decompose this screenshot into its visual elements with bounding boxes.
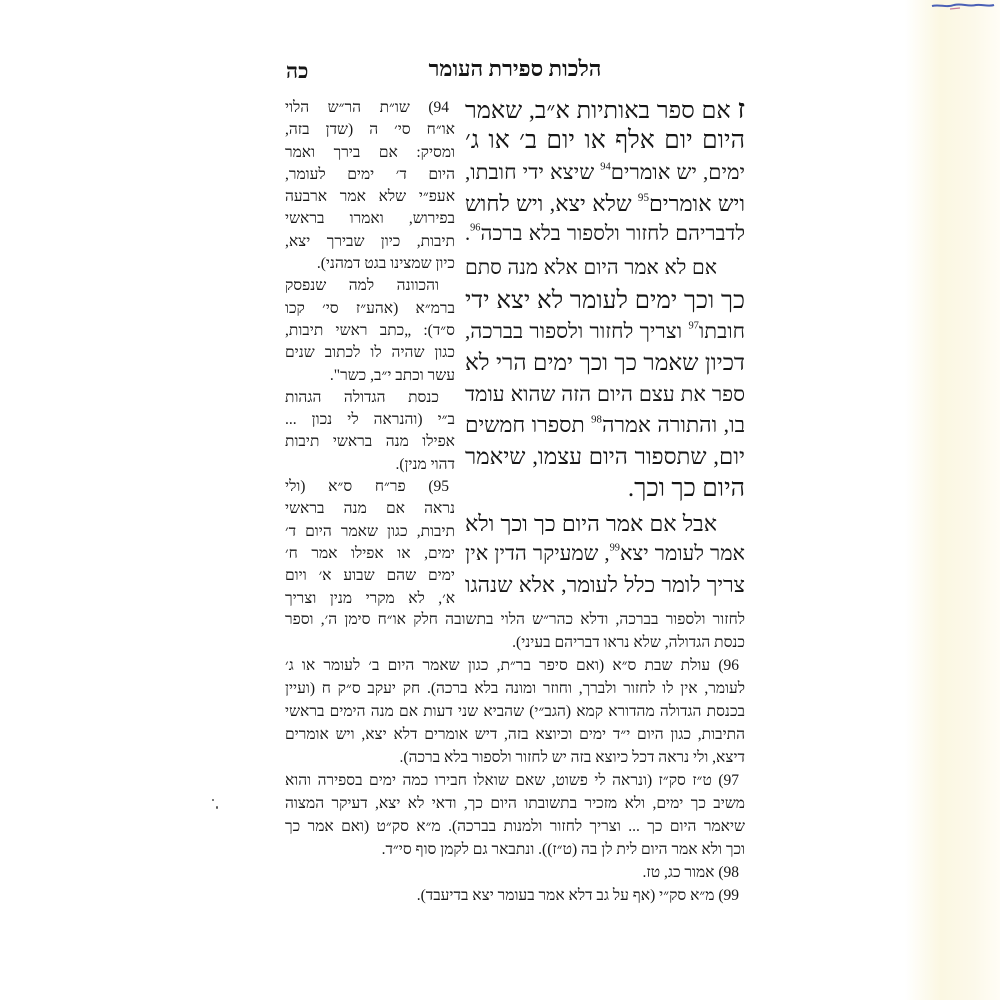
side-note-paragraph: [285, 275, 455, 386]
side-note-line-text: תיבות, כיון שבירך יצא,: [285, 232, 455, 250]
main-line: [465, 539, 745, 570]
main-line: [465, 570, 745, 601]
main-text-run: .: [465, 223, 471, 246]
footnote-line-text: 96) עולת שבת ס״א (ואם סיפר בר״ת, כגון שאמר היום ב׳ לעומר או ג׳: [285, 657, 739, 674]
side-note-paragraph: [285, 476, 455, 610]
side-note-line-text: א׳, לא מקרי מנין וצריך: [285, 589, 455, 607]
footnote-line-text: וכך ולא אמר היום לית לן בה (ט״ז)). ונתבאר גם לקמן סוף סי״ד.: [381, 841, 745, 858]
main-paragraph: [465, 508, 745, 602]
footnote-line: [285, 631, 745, 654]
side-note-line-text: בפירוש, ואמרו בראשי: [285, 210, 455, 228]
footnote-paragraph: [285, 769, 745, 861]
footnote-ref: 97: [688, 320, 699, 332]
side-note-line: [285, 476, 455, 498]
footnote-line-text: לעומר, אין לו לחזור ולברך, וחוזר ומונה בלא ברכה). חק יעקב ס״ק ח (ועיין: [285, 680, 745, 697]
main-text-run: דכיון שאמר כך וכך ימים הרי לא: [465, 350, 745, 376]
main-text-run: יום, שתספור היום עצמו, שיאמר: [465, 444, 745, 470]
main-line-text: [465, 223, 745, 245]
side-note-line-text: והכוונה למה שנפסק: [285, 277, 439, 295]
side-note-line-text: כנסת הגדולה הגהות: [285, 388, 439, 406]
main-text-run: , שמעיקר הדין אין: [465, 543, 610, 566]
side-note-line: [285, 119, 455, 141]
main-line-text: [628, 475, 745, 502]
main-text-run: ויש אומרים: [648, 190, 746, 216]
footnote-ref: 99: [609, 542, 620, 554]
main-line-text: [465, 444, 745, 469]
main-text-run: היום כך וכך.: [627, 474, 745, 502]
side-note-line-text: או״ח סי׳ ה (שדן בזה,: [285, 121, 455, 139]
footnotes-block: [285, 608, 745, 907]
side-note-line-text: ימים שהם שבוע א׳ ויום: [285, 567, 455, 585]
side-note-line-text: נראה אם מנה בראשי: [285, 500, 455, 518]
side-note-line-text: כגון שהיה לו לכתוב שנים: [285, 344, 455, 362]
page-number: כה: [286, 59, 309, 83]
side-note-line-text: אעפ״י שלא אמר ארבעה: [285, 188, 455, 206]
main-line-text: [465, 382, 745, 406]
main-paragraph: [465, 94, 745, 250]
main-line-text: [465, 511, 717, 536]
section-letter: ז: [737, 94, 745, 124]
main-text-run: לדבריהם לחזור ולספור בלא ברכה: [480, 223, 745, 246]
side-note-line: [285, 164, 455, 186]
side-note-line: [285, 588, 455, 610]
ink-mark: [930, 0, 996, 12]
side-note-line: [285, 387, 455, 409]
footnote-paragraph: [285, 608, 745, 654]
main-line: [465, 410, 745, 441]
side-note-line-text: ב״י (והנראה לי נכון ...: [285, 411, 455, 429]
side-note-line-text: כיון שמצינו בגט דמהני).: [316, 255, 455, 273]
main-line: [465, 253, 745, 284]
footnote-ref: 94: [600, 161, 611, 173]
footnote-line-text: בכנסת הגדולה מהדורא קמא (הגב״י) שהביא שני דעות אם מנה הימים בראשי: [285, 703, 745, 720]
side-note-line-text: ברמ״א (אהע״ז סי׳ קכו: [285, 299, 455, 317]
side-note-line: [285, 454, 455, 476]
footnote-line: [285, 746, 745, 769]
side-note-line: [285, 565, 455, 587]
main-text-run: אם לא אמר היום אלא מנה סתם: [465, 257, 717, 280]
main-text-run: אבל אם אמר היום כך וכך ולא: [465, 510, 717, 536]
main-text-run: אמר לעומר יצא: [619, 543, 745, 566]
main-line-text: [465, 191, 745, 216]
footnote-line-text: לחזור ולספור בברכה, ודלא כהר״ש הלוי בתשובה חלק או״ח סימן ה׳, וספר: [285, 611, 745, 628]
main-line: [465, 379, 745, 410]
main-text-run: צריך לומר כלל לעומר, אלא שנהגו: [465, 573, 745, 598]
footnote-line: [285, 861, 745, 884]
footnote-line-text: דיצא, ולי נראה דכל כיוצא בזה יש לחזור ולספור בלא ברכה).: [399, 749, 745, 766]
side-note-line: [285, 208, 455, 230]
main-line-text: [465, 257, 717, 279]
side-note-paragraph: [285, 387, 455, 476]
side-note-line: [285, 275, 455, 297]
main-line-text: [465, 573, 745, 597]
footnote-line-text: שיאמר היום כך ... וצריך לחזור ולמנות בברכה). מ״א סק״ט (ואם אמר כך: [285, 818, 745, 835]
footnote-line: [285, 677, 745, 700]
main-line-text: [465, 413, 745, 437]
side-note-line-text: ימים, או אפילו אמר ח׳: [285, 544, 455, 562]
main-line: [465, 94, 745, 125]
side-note-line-text: 95) פר״ח ס״א (ולי: [285, 478, 449, 496]
side-note-line-text: דהוי מנין).: [395, 455, 455, 473]
footnote-line-text: כנסת הגדולה, שלא נראו דבריהם בעיני).: [512, 634, 745, 651]
footnote-line: [285, 700, 745, 723]
footnote-line: [285, 815, 745, 838]
side-note-line: [285, 142, 455, 164]
side-note-line-text: תיבות, כגון שאמר היום ד׳: [285, 522, 455, 540]
main-text-run: אם ספר באותיות א״ב, שאמר: [465, 98, 738, 124]
paper-speck: [216, 806, 218, 809]
side-note-line-text: ס״ד): „כתב ראשי תיבות,: [285, 321, 455, 339]
side-note-line: [285, 521, 455, 543]
side-note-line: [285, 97, 455, 119]
footnote-line: [285, 792, 745, 815]
main-text-run: וצריך לחזור ולספור בברכה,: [465, 319, 689, 344]
footnote-line-text: התיבות, כגון היום י״ד ימים וכיוצא בזה, דיש אומרים דלא יצא, ויש אומרים: [285, 726, 745, 743]
main-line: [465, 347, 745, 378]
main-line-text: [465, 287, 745, 314]
side-note-line: [285, 342, 455, 364]
main-text-run: כך וכך ימים לעומר לא יצא ידי: [465, 286, 745, 314]
side-note-line: [285, 253, 455, 275]
main-text-run: שלא יצא, ויש לחוש: [465, 190, 638, 216]
footnote-ref: 98: [591, 413, 602, 426]
footnote-line: [285, 838, 745, 861]
main-text-run: שיצא ידי חובתו,: [465, 159, 601, 184]
side-note-line: [285, 498, 455, 520]
main-line-text: [465, 350, 745, 375]
side-notes-column: [285, 97, 455, 610]
footnote-paragraph: [285, 654, 745, 769]
side-note-line: [285, 543, 455, 565]
main-line: [465, 316, 745, 347]
main-line: [465, 285, 745, 316]
main-line: [465, 441, 745, 472]
main-line-text: [465, 127, 745, 154]
main-text-column: [465, 94, 745, 602]
main-text-run: תספרו חמשים: [465, 412, 592, 437]
footnote-paragraph: [285, 861, 745, 884]
main-line-text: [465, 160, 745, 184]
side-note-line: [285, 186, 455, 208]
side-note-line: [285, 298, 455, 320]
footnote-line-text: 97) ט״ז סק״ז (ונראה לי פשוט, שאם שואלו חבירו כמה ימים בספירה והוא: [285, 772, 739, 789]
side-note-line: [285, 431, 455, 453]
side-note-paragraph: [285, 97, 455, 275]
main-text-run: ימים, יש אומרים: [610, 159, 746, 184]
main-line: [465, 219, 745, 250]
main-line: [465, 125, 745, 156]
side-note-line-text: אפילו מנה בראשי תיבות: [285, 433, 455, 451]
footnote-line: [285, 608, 745, 631]
main-line: [465, 157, 745, 188]
footnote-line: [285, 884, 745, 907]
paper-speck: [212, 799, 214, 801]
footnote-ref: 96: [470, 222, 481, 234]
main-line-text: [465, 94, 745, 124]
footnote-paragraph: [285, 884, 745, 907]
side-note-line-text: 94) שו״ת הר״ש הלוי: [285, 99, 449, 116]
main-line: [465, 473, 745, 504]
side-note-line: [285, 365, 455, 387]
page-edge-tint: [905, 0, 1000, 1000]
side-note-line-text: עשר וכתב י״ב, כשר".: [329, 366, 455, 384]
running-header-title: הלכות ספירת העומר: [428, 56, 602, 81]
main-line: [465, 508, 745, 539]
footnote-line-text: 99) מ״א סק״י (אף על גב דלא אמר בעומר יצא בדיעבד).: [416, 887, 739, 904]
main-line-text: [465, 319, 745, 343]
main-line-text: [465, 543, 745, 565]
side-note-line-text: ומסיק: אם בירך ואמר: [285, 143, 455, 161]
footnote-line: [285, 769, 745, 792]
main-text-run: בו, והתורה אמרה: [601, 412, 746, 437]
side-note-line-text: היום ד׳ ימים לעומר,: [285, 165, 455, 183]
footnote-line: [285, 723, 745, 746]
side-note-line: [285, 320, 455, 342]
main-text-run: חובתו: [698, 319, 745, 344]
main-paragraph: [465, 253, 745, 503]
main-text-run: ספר את עצם היום הזה שהוא עומד: [465, 381, 745, 406]
footnote-line-text: 98) אמור כג, טז.: [642, 864, 739, 881]
footnote-line-text: משיב כך ימים, ולא מזכיר בתשובתו היום כך, ודאי לא יצא, דעיקר המצוה: [285, 795, 745, 812]
footnote-line: [285, 654, 745, 677]
main-text-run: היום יום אלף או יום ב׳ או ג׳: [465, 127, 745, 155]
side-note-line: [285, 231, 455, 253]
footnote-ref: 95: [637, 191, 649, 204]
side-note-line: [285, 409, 455, 431]
main-line: [465, 188, 745, 219]
